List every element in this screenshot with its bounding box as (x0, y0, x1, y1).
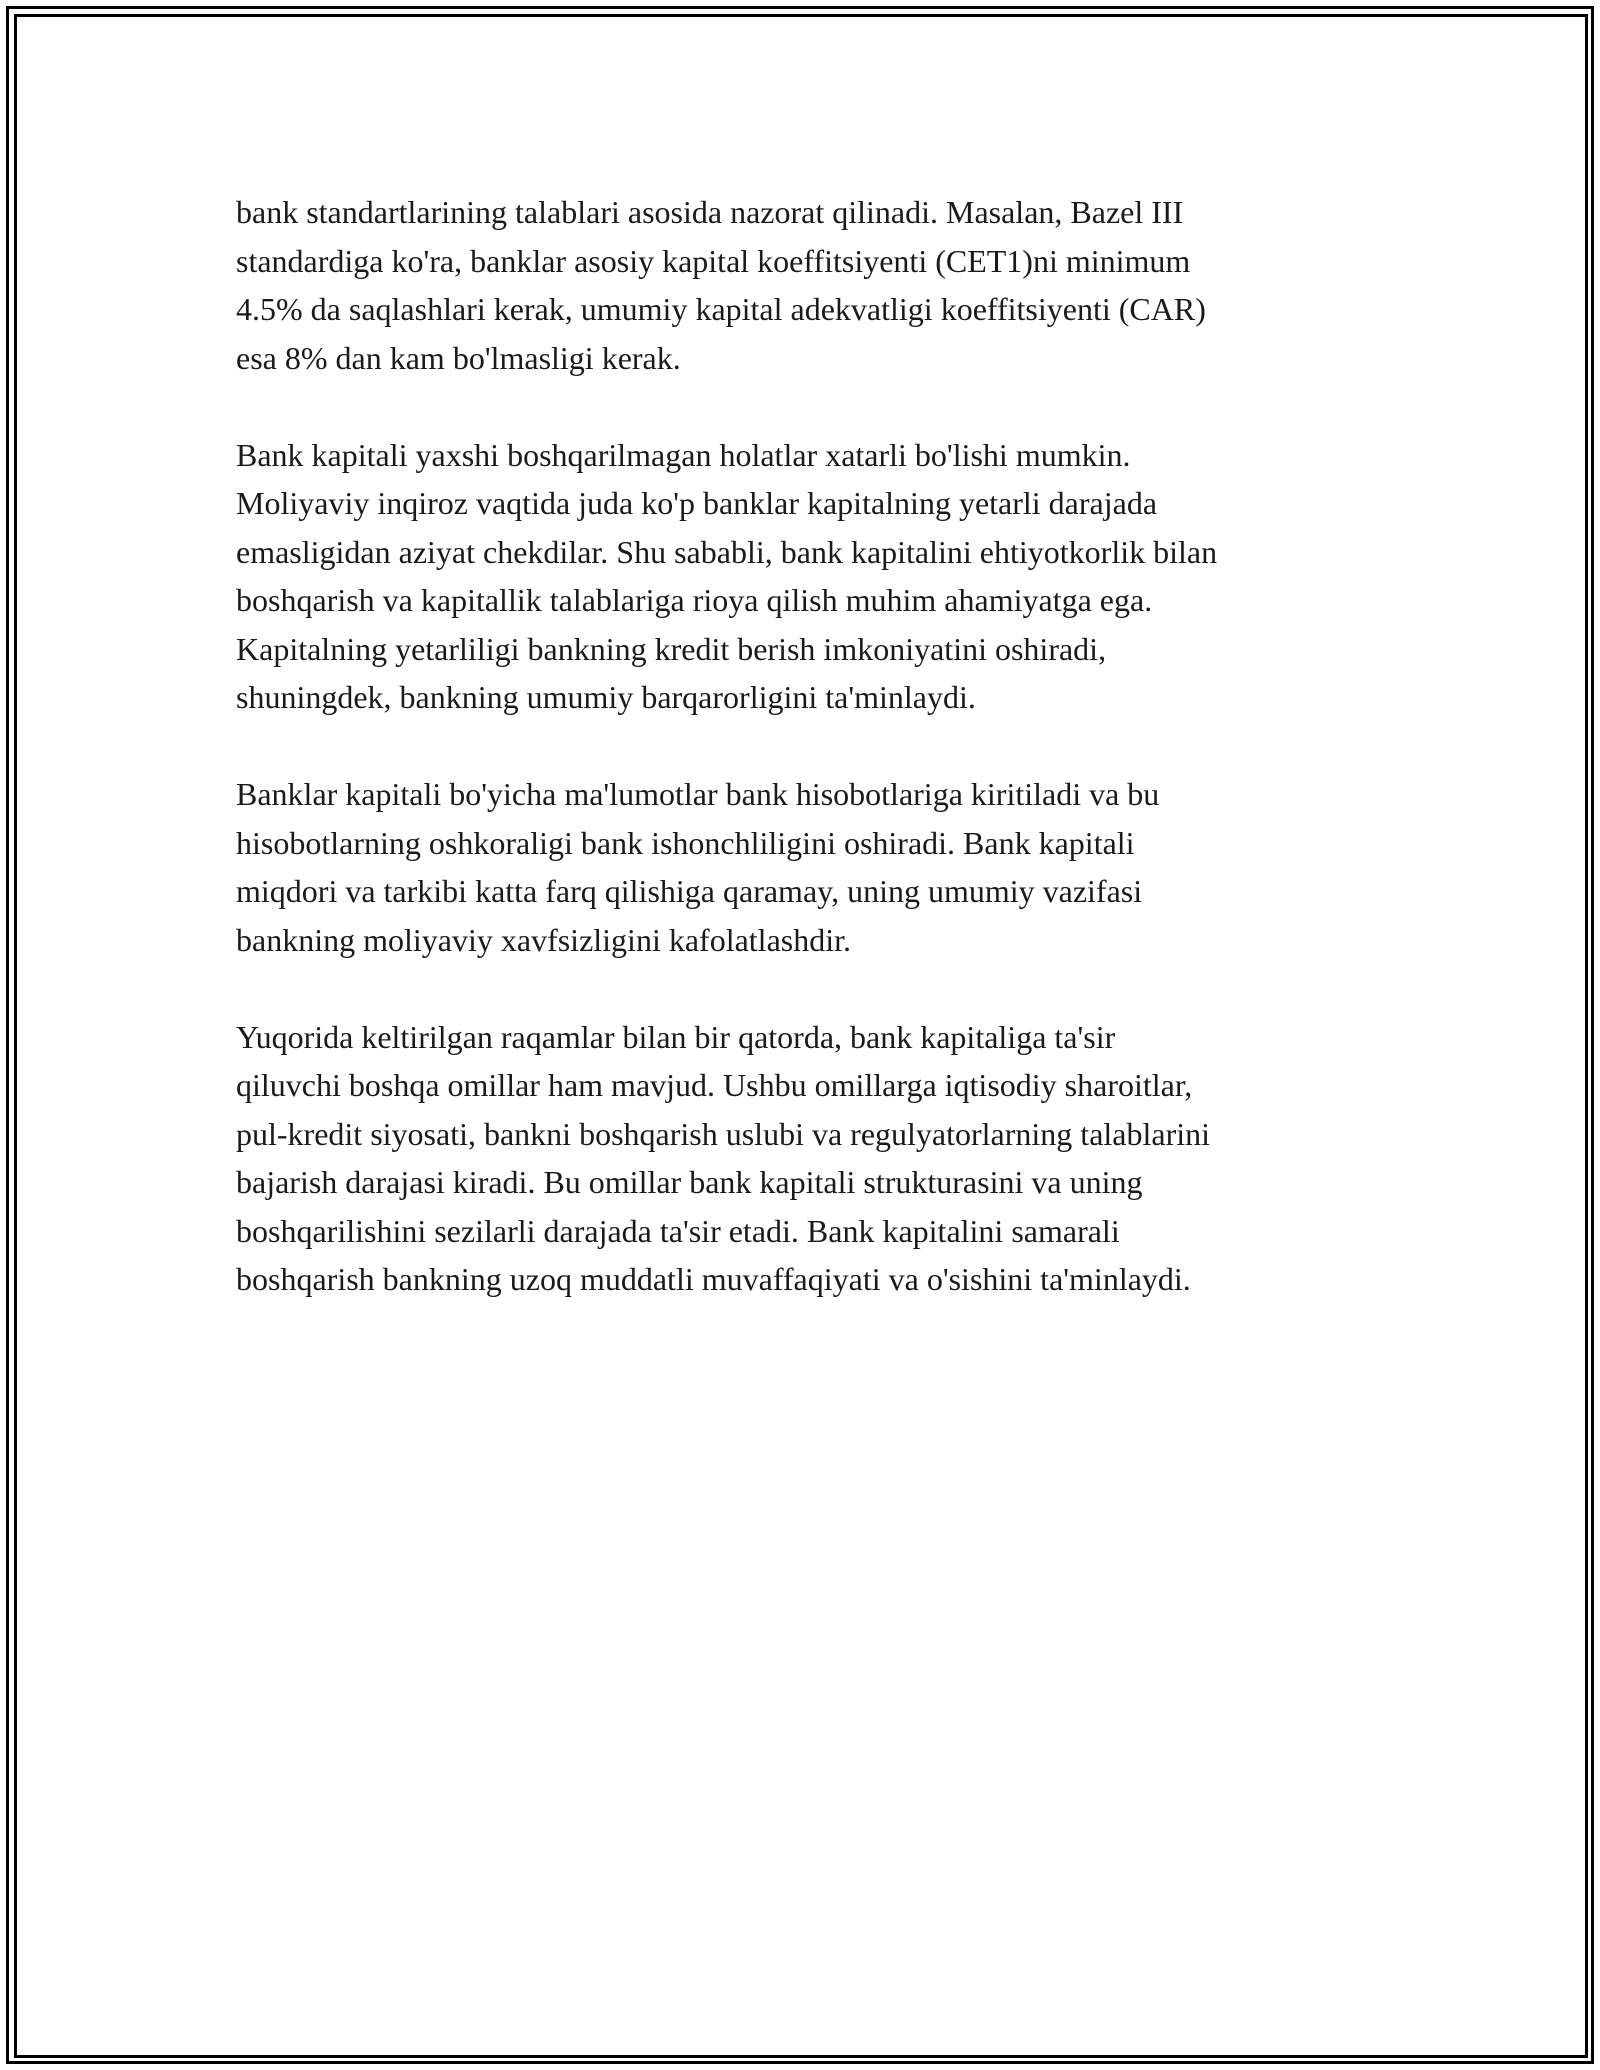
paragraph-4 (236, 1013, 1386, 1304)
text-line: bankning moliyaviy xavfsizligini kafolatlashdir. (236, 921, 851, 958)
text-line: shuningdek, bankning umumiy barqarorligini ta'minlaydi. (236, 679, 976, 715)
text-line: 4.5% da saqlashlari kerak, umumiy kapital adekvatligi koeffitsiyenti (CAR) (236, 291, 1206, 327)
text-line: bank standartlarining talablari asosida nazorat qilinadi. Masalan, Bazel III (236, 194, 1184, 230)
paragraph-1 (236, 188, 1386, 382)
text-line: hisobotlarning oshkoraligi bank ishonchliligini oshiradi. Bank kapitali (236, 824, 1135, 861)
text-line: boshqarish bankning uzoq muddatli muvaffaqiyati va o'sishini ta'minlaydi. (236, 1261, 1191, 1297)
text-line: bajarish darajasi kiradi. Bu omillar bank kapitali strukturasini va uning (236, 1164, 1143, 1200)
text-line: esa 8% dan kam bo'lmasligi kerak. (236, 339, 681, 376)
text-line: boshqarilishini sezilarli darajada ta'sir etadi. Bank kapitalini samarali (236, 1212, 1120, 1249)
text-line: pul-kredit siyosati, bankni boshqarish uslubi va regulyatorlarning talablarini (236, 1115, 1211, 1152)
text-line: standardiga ko'ra, banklar asosiy kapital koeffitsiyenti (CET1)ni minimum (236, 242, 1191, 279)
text-line: miqdori va tarkibi katta farq qilishiga qaramay, uning umumiy vazifasi (236, 873, 1143, 909)
document-body (236, 188, 1386, 1352)
text-line: boshqarish va kapitallik talablariga rioya qilish muhim ahamiyatga ega. (236, 582, 1153, 618)
text-line: Banklar kapitali bo'yicha ma'lumotlar bank hisobotlariga kiritiladi va bu (236, 776, 1160, 812)
text-line: Yuqorida keltirilgan raqamlar bilan bir qatorda, bank kapitaliga ta'sir (236, 1018, 1116, 1055)
text-line: Bank kapitali yaxshi boshqarilmagan holatlar xatarli bo'lishi mumkin. (236, 436, 1131, 473)
paragraph-2 (236, 431, 1386, 722)
text-line: emasligidan aziyat chekdilar. Shu sababli, bank kapitalini ehtiyotkorlik bilan (236, 533, 1218, 570)
text-line: Moliyaviy inqiroz vaqtida juda ko'p banklar kapitalning yetarli darajada (236, 485, 1158, 521)
text-line: qiluvchi boshqa omillar ham mavjud. Ushbu omillarga iqtisodiy sharoitlar, (236, 1067, 1193, 1103)
paragraph-3 (236, 770, 1386, 964)
text-line: Kapitalning yetarliligi bankning kredit berish imkoniyatini oshiradi, (236, 630, 1107, 667)
